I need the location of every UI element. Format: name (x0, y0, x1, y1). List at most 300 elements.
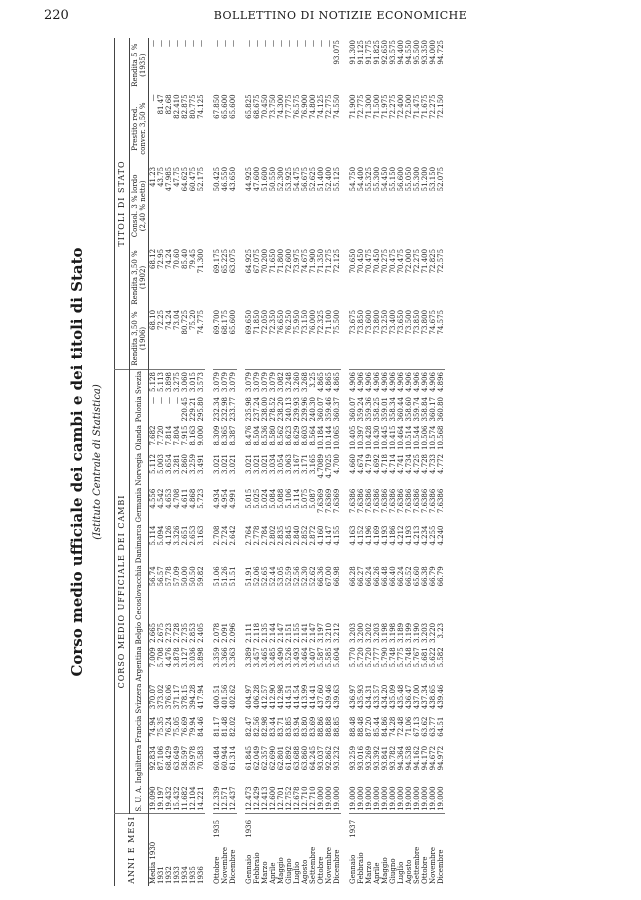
table-cell: 10.397 (357, 425, 365, 450)
table-cell: 19.000 (381, 784, 389, 813)
col-svizzera: Svizzera (130, 683, 149, 715)
table-cell: 8.629 (293, 425, 301, 446)
table-cell: 3.021 (213, 453, 221, 475)
table-cell: 71.275 (325, 248, 333, 274)
row-label: 1931 (157, 866, 165, 884)
table-cell: 93.841 (381, 745, 389, 771)
table-cell: 65.600 (229, 94, 237, 119)
table-cell: 70.450 (357, 248, 365, 274)
table-cell: 404.97 (245, 684, 253, 710)
table-cell: 93.269 (365, 745, 373, 771)
table-cell: 69.650 (245, 308, 253, 370)
table-cell: 4.906 (397, 371, 405, 393)
table-cell: 2.091 (221, 622, 229, 643)
table-cell: 83.69 (309, 716, 317, 737)
table-cell: 370.07 (149, 684, 157, 710)
table-cell: 5.128 (149, 371, 157, 393)
table-cell: 67.850 (213, 94, 221, 119)
page-number: 220 (44, 8, 69, 23)
table-cell: 240.30 (309, 396, 317, 422)
table-title: Corso medio ufficiale dei cambi e dei titoli di Stato (68, 247, 86, 677)
table-cell: 233.77 (229, 396, 237, 422)
table-cell: 73.850 (413, 308, 421, 370)
table-row (325, 38, 333, 886)
table-cell: 74.94 (149, 716, 157, 737)
table-cell: 85.44 (373, 716, 381, 737)
table-row (269, 38, 277, 886)
table-cell: 2.653 (189, 525, 197, 546)
table-cell: 19.000 (397, 784, 405, 813)
table-row (197, 38, 205, 886)
table-cell: 5.723 (197, 488, 205, 509)
table-cell: 3.198 (389, 622, 397, 643)
table-cell: 71.350 (317, 248, 325, 274)
table-cell: 3.171 (301, 453, 309, 475)
table-cell: 414.54 (293, 684, 301, 710)
table-cell: 4.708 (173, 488, 181, 509)
table-cell: 2.078 (213, 622, 221, 643)
table-cell: 295.80 (197, 396, 205, 422)
table-cell: 70.475 (397, 248, 405, 274)
table-cell: 7.720 (157, 425, 165, 446)
table-cell: 2.111 (245, 622, 253, 643)
row-label: Dicembre (229, 849, 237, 884)
col-francia: Francia (130, 715, 149, 744)
table-cell: 66.36 (317, 566, 325, 587)
table-cell: 74.24 (165, 248, 173, 269)
table-cell: 4.954 (221, 488, 229, 509)
table-cell: 3.465 (261, 647, 269, 668)
table-cell: 63.860 (301, 745, 309, 771)
row-label: Novembre (325, 846, 333, 884)
table-cell: 43.650 (229, 166, 237, 192)
table-cell: 50.50 (189, 566, 197, 587)
row-label: 1936 (197, 866, 205, 884)
table-cell: 232.34 (213, 396, 221, 422)
table-cell: 19.000 (413, 784, 421, 813)
table-cell: 371.17 (173, 684, 181, 710)
table-cell: 19.000 (333, 784, 341, 813)
table-cell: 72.775 (357, 94, 365, 119)
table-row (429, 38, 437, 886)
table-cell: — (269, 40, 277, 47)
table-cell: 84.86 (381, 716, 389, 737)
table-cell: — (309, 40, 317, 47)
table-cell: 359.01 (381, 396, 389, 422)
table-cell: 437.60 (317, 684, 325, 710)
table-cell: 7.6386 (429, 488, 437, 514)
table-cell: 74.675 (301, 248, 309, 274)
table-cell: 83.85 (285, 716, 293, 737)
table-cell: 5.003 (157, 453, 165, 475)
table-cell: 8.163 (189, 425, 197, 446)
table-cell: 278.52 (269, 396, 277, 422)
table-cell: 52.06 (253, 566, 261, 587)
row-year (189, 813, 197, 839)
table-cell: 4.714 (389, 453, 397, 475)
table-cell: 51.400 (317, 166, 325, 192)
table-cell: 7.6386 (405, 488, 413, 514)
table-cell: 3.163 (197, 525, 205, 546)
table-cell: 5.025 (253, 488, 261, 509)
table-cell: 94.000 (429, 40, 437, 65)
row-label: Maggio (381, 857, 389, 884)
row-year (149, 813, 158, 839)
table-cell: 94.725 (437, 40, 445, 65)
table-cell: 4.906 (405, 371, 413, 393)
table-cell: 55.150 (389, 166, 397, 192)
table-cell: 3.203 (421, 622, 429, 643)
table-cell: 8.603 (301, 425, 309, 446)
table-cell: 413.99 (301, 684, 309, 710)
table-cell: 72.825 (429, 248, 437, 274)
table-cell: 3.015 (189, 371, 197, 393)
row-label: Dicembre (437, 849, 445, 884)
table-cell: 19.432 (165, 784, 173, 813)
table-cell: 61.892 (285, 745, 293, 771)
table-cell: 70.475 (365, 248, 373, 274)
table-cell: 5.084 (269, 488, 277, 509)
table-cell: 358.34 (389, 396, 397, 422)
table-cell: 3.485 (269, 647, 277, 668)
table-cell: 2.405 (197, 622, 205, 643)
table-cell: 2.802 (269, 525, 277, 546)
table-cell: 4.542 (157, 488, 165, 509)
table-cell: 72.325 (317, 308, 325, 370)
table-cell: 93.392 (373, 745, 381, 771)
table-cell: 93.350 (421, 40, 429, 65)
table-cell: 63.075 (229, 248, 237, 274)
table-cell: 2.724 (221, 525, 229, 546)
table-cell: 2.735 (181, 622, 189, 643)
table-cell: 88.88 (325, 716, 333, 737)
table-cell: 3.079 (269, 371, 277, 393)
table-cell: 4.772 (437, 453, 445, 475)
table-cell: 19.090 (149, 784, 158, 813)
table-cell: 62.690 (269, 745, 277, 771)
row-year (285, 813, 293, 839)
table-cell: 10.430 (373, 425, 381, 450)
table-cell: 412.98 (277, 684, 285, 710)
table-cell: 5.770 (349, 647, 357, 668)
table-cell: 10.405 (349, 425, 357, 450)
table-cell: 4.611 (181, 488, 189, 509)
col-danimarca: Danimarca (130, 523, 149, 564)
table-cell: 63.62 (421, 716, 429, 737)
table-cell: 3.082 (277, 371, 285, 393)
table-cell: 71.800 (277, 248, 285, 274)
table-cell: 72.000 (405, 248, 413, 274)
table-cell: 19.000 (421, 784, 429, 813)
table-cell: 74.775 (197, 308, 205, 370)
table-cell: 76.24 (165, 716, 173, 737)
table-cell: 2.651 (181, 525, 189, 546)
table-cell: 4.660 (349, 453, 357, 475)
table-cell: 87.106 (157, 745, 165, 771)
table-cell: 71.975 (381, 94, 389, 119)
row-year (421, 813, 429, 839)
table-cell: 3.079 (261, 371, 269, 393)
table-cell: 360.17 (429, 396, 437, 422)
table-row (389, 38, 397, 886)
row-label: 1933 (173, 866, 181, 884)
table-cell: 68.175 (221, 308, 229, 370)
row-year (365, 813, 373, 839)
row-year (301, 813, 309, 839)
table-cell: 73.675 (349, 308, 357, 370)
table-cell: 4.734 (405, 453, 413, 475)
table-cell: — (221, 40, 229, 47)
table-cell: 5.106 (285, 488, 293, 509)
table-cell: 7.6369 (333, 488, 341, 514)
table-cell: 19.000 (365, 784, 373, 813)
table-cell: 64.625 (181, 166, 189, 192)
table-cell: 4.7025 (325, 453, 333, 479)
table-row (277, 38, 285, 886)
table-cell: 72.500 (405, 94, 413, 119)
table-cell: 72.575 (437, 248, 445, 274)
table-cell: 85.40 (181, 248, 189, 269)
table-cell: 93.037 (317, 745, 325, 771)
table-cell: 4.906 (357, 371, 365, 393)
table-cell: 5.720 (365, 647, 373, 668)
col-svezia: Svezia (130, 369, 149, 395)
table-cell: 52.400 (325, 166, 333, 192)
table-cell: 92.862 (325, 745, 333, 771)
row-year (333, 813, 341, 839)
table-cell: 5.748 (405, 647, 413, 668)
table-cell: 62.801 (277, 745, 285, 771)
table-cell: 3.363 (229, 647, 237, 668)
row-label: Ottobre (421, 856, 429, 884)
table-cell: 433.57 (373, 684, 381, 710)
table-cell: — (173, 40, 181, 47)
table-cell: 7.6386 (381, 488, 389, 514)
table-cell: 12.339 (213, 784, 221, 813)
table-cell: 3.199 (405, 622, 413, 643)
table-row (397, 38, 405, 886)
table-cell: 7.6369 (325, 488, 333, 514)
table-cell: 57.09 (173, 566, 181, 587)
table-cell: 12.678 (293, 784, 301, 813)
table-cell: 52.075 (437, 166, 445, 192)
table-cell: 3.200 (357, 622, 365, 643)
table-cell: 55.300 (413, 166, 421, 192)
table-cell: 4.906 (349, 371, 357, 393)
table-cell: 88.48 (357, 716, 365, 737)
table-cell: 2.840 (293, 525, 301, 546)
table-cell: 7.6386 (413, 488, 421, 514)
table-cell: 8.564 (309, 425, 317, 446)
table-cell: 4.906 (373, 371, 381, 393)
table-cell: 63.649 (173, 745, 181, 771)
table-cell: — (149, 40, 157, 47)
table-cell: 82.98 (261, 716, 269, 737)
table-cell: 55.325 (365, 166, 373, 192)
table-cell: 71.850 (253, 308, 261, 370)
table-cell: 66.27 (357, 566, 365, 587)
table-cell: 2.784 (261, 525, 269, 546)
table-cell: 3.079 (213, 371, 221, 393)
col-polonia: Polonia (130, 395, 149, 424)
table-cell: 4.733 (429, 453, 437, 475)
table-cell: 359.36 (365, 396, 373, 422)
table-cell: 46.550 (221, 166, 229, 192)
table-cell: 4.212 (397, 525, 405, 546)
table-cell: 95.500 (413, 40, 421, 65)
table-cell: — (173, 396, 181, 404)
table-cell: 7.915 (181, 425, 189, 446)
table-cell: 3.490 (277, 647, 285, 668)
table-cell: 2.151 (285, 622, 293, 643)
table-cell: 3.281 (173, 453, 181, 475)
table-cell: — (149, 94, 157, 102)
table-cell: 75.950 (293, 308, 301, 370)
table-cell: 376.06 (165, 684, 173, 710)
row-label: Luglio (293, 861, 301, 884)
table-cell: 73.850 (357, 308, 365, 370)
table-cell: 72.775 (325, 94, 333, 119)
table-cell: 81.47 (157, 94, 165, 115)
table-cell: 52.65 (261, 566, 269, 587)
table-cell: 3.034 (269, 453, 277, 475)
row-label: Ottobre (213, 856, 221, 884)
table-cell: 436.97 (349, 684, 357, 710)
table-row (333, 38, 341, 886)
table-cell: 65.225 (221, 248, 229, 274)
table-cell: 7.009 (149, 647, 157, 668)
table-cell: 2.147 (277, 622, 285, 643)
table-cell: 3.326 (173, 525, 181, 546)
col-usa: S. U. A. (130, 784, 149, 813)
table-cell: — (293, 40, 301, 47)
row-label: Agosto (405, 859, 413, 884)
table-cell: 360.37 (333, 396, 341, 422)
table-cell: 439.63 (333, 684, 341, 710)
row-year (165, 813, 173, 839)
table-cell: 5.708 (157, 647, 165, 668)
running-title: BOLLETTINO DI NOTIZIE ECONOMICHE (213, 9, 468, 22)
table-cell: 437.34 (421, 684, 429, 710)
table-cell: 75.20 (189, 308, 197, 370)
table-cell: 8.536 (261, 425, 269, 446)
table-cell: 51.600 (261, 166, 269, 192)
table-row (165, 38, 173, 886)
table-cell: 59.978 (189, 745, 197, 771)
row-label: Giugno (285, 858, 293, 884)
col-norvegia: Norvegia (130, 452, 149, 487)
table-cell: 50.550 (269, 166, 277, 192)
table-cell: 2.642 (229, 525, 237, 546)
table-cell: 3.190 (413, 622, 421, 643)
table-cell: 2.723 (165, 622, 173, 643)
table-cell: 2.675 (157, 622, 165, 643)
table-cell: 68.675 (253, 94, 261, 119)
table-row (157, 38, 165, 886)
row-spacer (341, 38, 349, 886)
table-cell: 4.865 (333, 371, 341, 393)
table-cell: 66.48 (381, 566, 389, 587)
table-cell: 4.906 (421, 371, 429, 393)
table-cell: 3.212 (333, 622, 341, 643)
row-label: Aprile (269, 862, 277, 884)
table-cell: 54.475 (293, 166, 301, 192)
table-cell: 61.845 (245, 745, 253, 771)
col-rendita-1906: Rendita 3,50 % (1906) (130, 308, 149, 370)
table-cell: 50.00 (181, 566, 189, 587)
table-cell: 12.710 (301, 784, 309, 813)
row-year (397, 813, 405, 839)
table-cell: — (301, 40, 309, 47)
table-cell: 3.878 (173, 647, 181, 668)
table-cell: 7.6386 (357, 488, 365, 514)
rotated-page-area (58, 28, 641, 896)
table-cell: 3.165 (309, 453, 317, 475)
table-cell: 82.875 (181, 94, 189, 119)
table-cell: 4.476 (165, 647, 173, 668)
table-cell: 12.413 (261, 784, 269, 813)
row-year (221, 813, 229, 839)
table-cell: 5.767 (413, 647, 421, 668)
table-cell: 3.079 (245, 371, 253, 393)
table-cell: 5.681 (421, 647, 429, 668)
table-cell: — (285, 40, 293, 47)
table-cell: 82.47 (245, 716, 253, 737)
table-cell: 66.40 (389, 566, 397, 587)
row-year (389, 813, 397, 839)
table-cell: 71.900 (349, 94, 357, 119)
table-cell: 3.036 (189, 647, 197, 668)
table-cell: 4.186 (389, 525, 397, 546)
table-cell: 59.82 (197, 566, 205, 587)
row-spacer (205, 38, 213, 886)
row-year: 1937 (349, 819, 357, 838)
table-cell: 71.300 (197, 248, 205, 274)
table-row (381, 38, 389, 886)
table-cell: 72.150 (437, 94, 445, 119)
table-cell: 3.389 (245, 647, 253, 668)
table-cell: 414.41 (309, 684, 317, 710)
col-inghilterra: Inghilterra (130, 744, 149, 785)
table-cell: 8.623 (285, 425, 293, 446)
table-cell: 3.898 (197, 647, 205, 668)
table-cell: 400.51 (213, 684, 221, 710)
table-cell: 10.514 (405, 425, 413, 450)
table-subtitle: (Istituto Centrale di Statistica) (92, 384, 103, 540)
table-cell: 2.835 (277, 525, 285, 546)
col-germania: Germania (130, 487, 149, 524)
table-cell: 7.6386 (397, 488, 405, 514)
table-cell: 4.234 (421, 525, 429, 546)
table-cell: 82.410 (173, 94, 181, 119)
table-cell: 91.775 (365, 40, 373, 65)
table-cell: 71.400 (421, 248, 429, 274)
table-row (261, 38, 269, 886)
row-label: Dicembre (333, 849, 341, 884)
table-cell: 10.544 (413, 425, 421, 450)
table-cell: 68.10 (149, 308, 158, 370)
table-cell: 71.100 (325, 308, 333, 370)
table-cell: 47.600 (253, 166, 261, 192)
table-cell: 12.571 (221, 784, 229, 813)
table-cell: 93.259 (349, 745, 357, 771)
table-cell: 4.906 (365, 371, 373, 393)
table-cell: 70.583 (197, 745, 205, 771)
table-cell: 3.202 (365, 622, 373, 643)
table-cell: 358.60 (405, 396, 413, 422)
table-cell: 19.000 (373, 784, 381, 813)
table-cell: 7.6386 (373, 488, 381, 514)
